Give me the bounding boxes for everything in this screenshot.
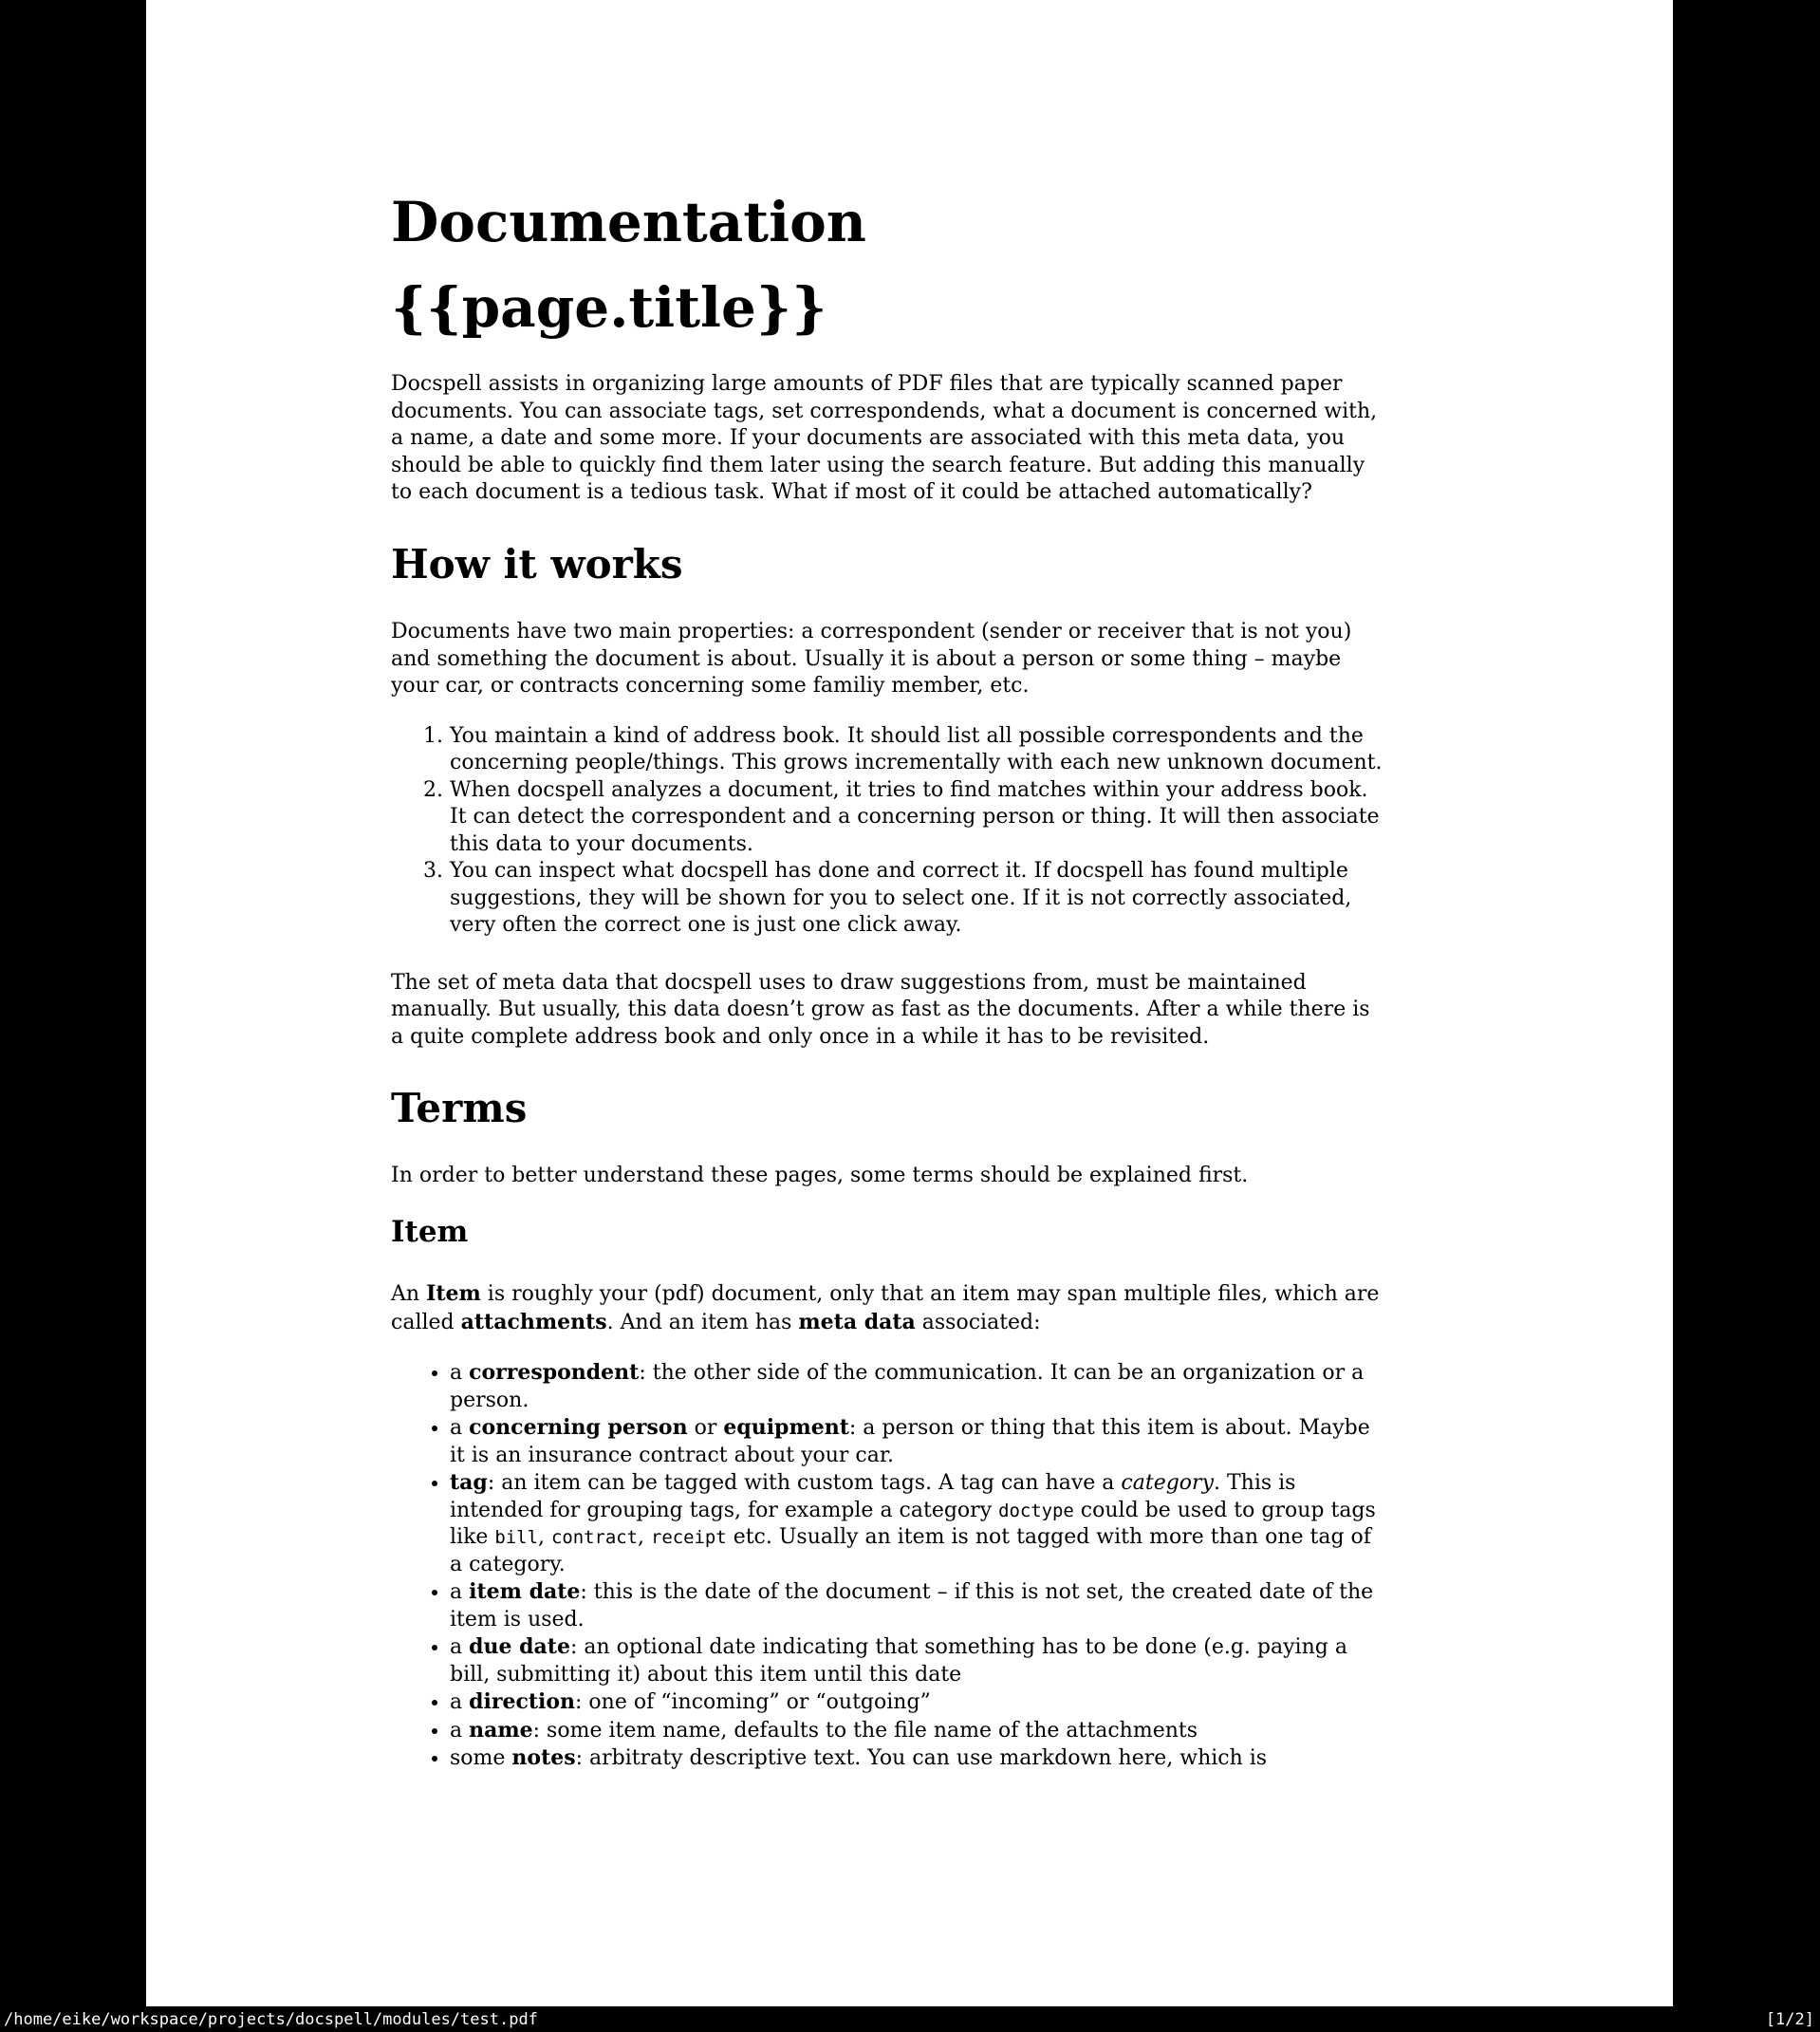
template-title: {{page.title}} [391,274,827,340]
step-item: 2. When docspell analyzes a document, it tries to find matches within your address book. It can detect the correspondent and a concerning person or thing. It will then associate this data to your documents. [450,777,1383,859]
meta-list-item: • a correspondent: the other side of the communication. It can be an organization or a person. [450,1359,1383,1414]
meta-list-item: • a due date: an optional date indicating that something has to be done (e.g. paying a bill, submitting it) about this item until this date [450,1633,1383,1688]
step-item: 1. You maintain a kind of address book. It should list all possible correspondents and the concerning people/things. This grows incrementally with each new unknown document. [450,723,1383,777]
meta-list-item: • a concerning person or equipment: a person or thing that this item is about. Maybe it is an insurance contract about your car. [450,1414,1383,1469]
statusbar-file-path: /home/eike/workspace/projects/docspell/modules/test.pdf [4,2009,538,2029]
page-content [146,190,1383,1773]
subsection-heading-item: Item [391,1214,469,1249]
section-heading-how-it-works: How it works [391,540,683,587]
pdf-page [146,0,1673,2006]
statusbar [0,2006,1820,2032]
section-heading-terms: Terms [391,1085,528,1132]
meta-list-item: • a item date: this is the date of the document – if this is not set, the created date of the item is used. [450,1578,1383,1633]
statusbar-page-indicator: [1/2] [1765,2009,1814,2029]
meta-list-item: • a direction: one of “incoming” or “outgoing” [450,1688,1383,1717]
document-title: Documentation [391,190,866,254]
item-meta-list [391,1359,1383,1773]
item-paragraph: An Item is roughly your (pdf) document, only that an item may span multiple files, which are called attachments. And an item has meta data associated: [391,1281,1380,1334]
steps-list [391,723,1383,940]
meta-list-item: • a name: some item name, defaults to the file name of the attachments [450,1717,1383,1745]
intro-paragraph: Docspell assists in organizing large amounts of PDF files that are typically scanned paper documents. You can associate tags, set correspondends, what a document is concerned with, a name, a date and some more. If your documents are associated with this meta data, you should be able to quickly find them later using the search feature. But adding this manually to each document is a tedious task. What if most of it could be attached automatically? [391,372,1378,505]
how-it-works-paragraph: Documents have two main properties: a correspondent (sender or receiver that is not you) and something the document is about. Usually it is about a person or some thing – maybe your car, or contracts concerning some familiy member, etc. [391,620,1352,699]
step-item: 3. You can inspect what docspell has done and correct it. If docspell has found multiple suggestions, they will be shown for you to select one. If it is not correctly associated, very often the correct one is just one click away. [450,858,1383,940]
meta-list-item: • tag: an item can be tagged with custom tags. A tag can have a category. This is intended for grouping tags, for example a category doctype could be used to group tags like bill, contract, receipt etc. Usually an item is not tagged with more than one tag of a category. [450,1469,1383,1578]
summary-paragraph: The set of meta data that docspell uses to draw suggestions from, must be maintained manually. But usually, this data doesn’t grow as fast as the documents. After a while there is a quite complete address book and only once in a while it has to be revisited. [391,970,1370,1049]
terms-paragraph: In order to better understand these pages, some terms should be explained first. [391,1164,1249,1188]
meta-list-item: • some notes: arbitraty descriptive text. You can use markdown here, which is [450,1744,1383,1773]
